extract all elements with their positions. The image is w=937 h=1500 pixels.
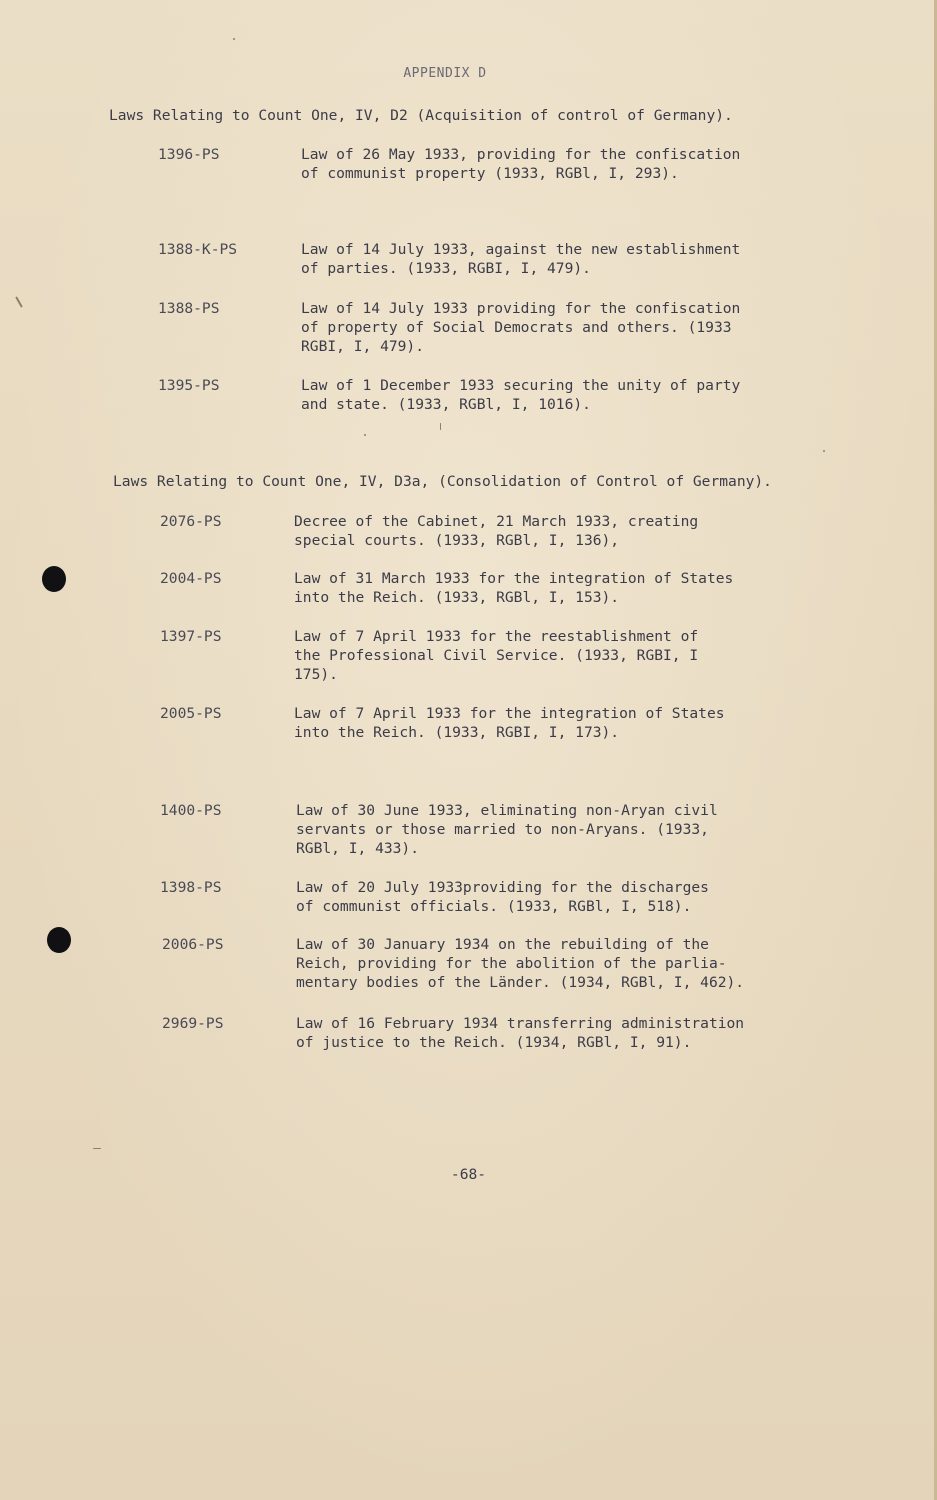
document-code: 1398-PS (160, 879, 222, 896)
law-description: Law of 7 April 1933 for the integration of States into the Reich. (1933, RGBI, I, 173). (294, 705, 725, 741)
law-description: Law of 7 April 1933 for the reestablishment of the Professional Civil Service. (1933, RGBI, I 175). (294, 628, 699, 683)
scan-mark (233, 38, 235, 40)
document-code: 2005-PS (160, 705, 222, 722)
scan-mark (440, 423, 441, 430)
scan-mark (364, 434, 366, 436)
section-title-d2: Laws Relating to Count One, IV, D2 (Acquisition of control of Germany). (109, 107, 733, 124)
law-description: Law of 1 December 1933 securing the unity of party and state. (1933, RGBl, I, 1016). (301, 377, 741, 413)
law-description: Law of 30 January 1934 on the rebuilding of the Reich, providing for the abolition of the parlia- mentary bodies of the Länder. (1934, RGBl, I, 462). (296, 936, 745, 991)
law-description: Decree of the Cabinet, 21 March 1933, creating special courts. (1933, RGBl, I, 136), (294, 513, 699, 549)
scan-mark (93, 1148, 101, 1149)
document-code: 2006-PS (162, 936, 224, 953)
law-description: Law of 31 March 1933 for the integration of States into the Reich. (1933, RGBl, I, 153). (294, 570, 734, 606)
scan-mark (823, 450, 825, 452)
document-code: 1388-K-PS (158, 241, 238, 258)
document-code: 1396-PS (158, 146, 220, 163)
document-code: 2969-PS (162, 1015, 224, 1032)
law-description: Law of 20 July 1933providing for the discharges of communist officials. (1933, RGBl, I, 518). (296, 879, 709, 915)
law-description: Law of 16 February 1934 transferring administration of justice to the Reich. (1934, RGBl, I, 91). (296, 1015, 745, 1051)
law-description: Law of 14 July 1933, against the new establishment of parties. (1933, RGBI, I, 479). (301, 241, 741, 277)
scan-mark (15, 296, 23, 307)
appendix-heading: APPENDIX D (403, 66, 487, 81)
document-code: 1400-PS (160, 802, 222, 819)
document-code: 2076-PS (160, 513, 222, 530)
law-description: Law of 30 June 1933, eliminating non-Aryan civil servants or those married to non-Aryans. (1933, RGBl, I, 433). (296, 802, 718, 857)
punch-hole (42, 566, 66, 592)
page-number: -68- (450, 1166, 487, 1183)
document-code: 1395-PS (158, 377, 220, 394)
punch-hole (47, 927, 71, 953)
document-code: 2004-PS (160, 570, 222, 587)
law-description: Law of 14 July 1933 providing for the confiscation of property of Social Democrats and others. (1933 RGBI, I, 479). (301, 300, 741, 355)
law-description: Law of 26 May 1933, providing for the confiscation of communist property (1933, RGBl, I, 293). (301, 146, 741, 182)
section-title-d3a: Laws Relating to Count One, IV, D3a, (Consolidation of Control of Germany). (113, 473, 772, 490)
document-code: 1388-PS (158, 300, 220, 317)
document-code: 1397-PS (160, 628, 222, 645)
